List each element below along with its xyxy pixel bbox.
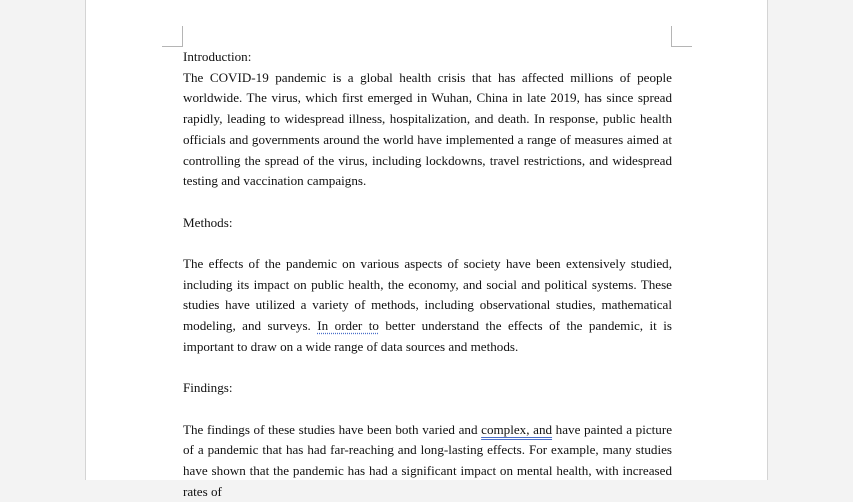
findings-text-part: have painted a picture of a pandemic that has had far-reaching and long-lasting effects. For example, many studies have shown that the pandemic has had a significant impact on mental health, with increased rates of	[183, 421, 673, 499]
introduction-heading: Introduction:	[183, 49, 252, 64]
grammar-suggestion[interactable]: In order to	[317, 318, 379, 334]
blank-line	[183, 358, 672, 379]
grammar-suggestion[interactable]: complex, and	[481, 421, 553, 437]
margin-corner-top-right	[671, 26, 692, 47]
findings-heading: Findings:	[183, 380, 233, 396]
document-body[interactable]	[183, 47, 672, 502]
findings-text-part: The findings of these studies have been both varied and	[183, 421, 482, 437]
blank-line	[183, 192, 672, 213]
methods-text-part: better understand the effects of the pandemic, it is important to draw on a wide range of data sources and methods.	[183, 318, 673, 354]
blank-line	[183, 233, 672, 254]
introduction-paragraph: The COVID-19 pandemic is a global health crisis that has affected millions of people worldwide. The virus, which first emerged in Wuhan, China in late 2019, has since spread rapidly, leading to widespread illness, hospitalization, and death. In response, public health officials and governments around the world have implemented a range of measures aimed at controlling the spread of the virus, including lockdowns, travel restrictions, and widespread testing and vaccination campaigns.	[183, 69, 672, 189]
methods-heading: Methods:	[183, 214, 233, 230]
methods-text-part: The effects of the pandemic on various aspects of society have been extensively studied, including its impact on public health, the economy, and social and political systems. These studies have utilized a variety of methods, including observational studies, mathematical modeling, and surveys.	[183, 256, 672, 334]
document-page[interactable]	[85, 0, 768, 499]
findings-paragraph	[183, 420, 672, 502]
margin-corner-top-left	[162, 26, 183, 47]
blank-line	[183, 399, 672, 420]
methods-paragraph	[183, 254, 672, 358]
